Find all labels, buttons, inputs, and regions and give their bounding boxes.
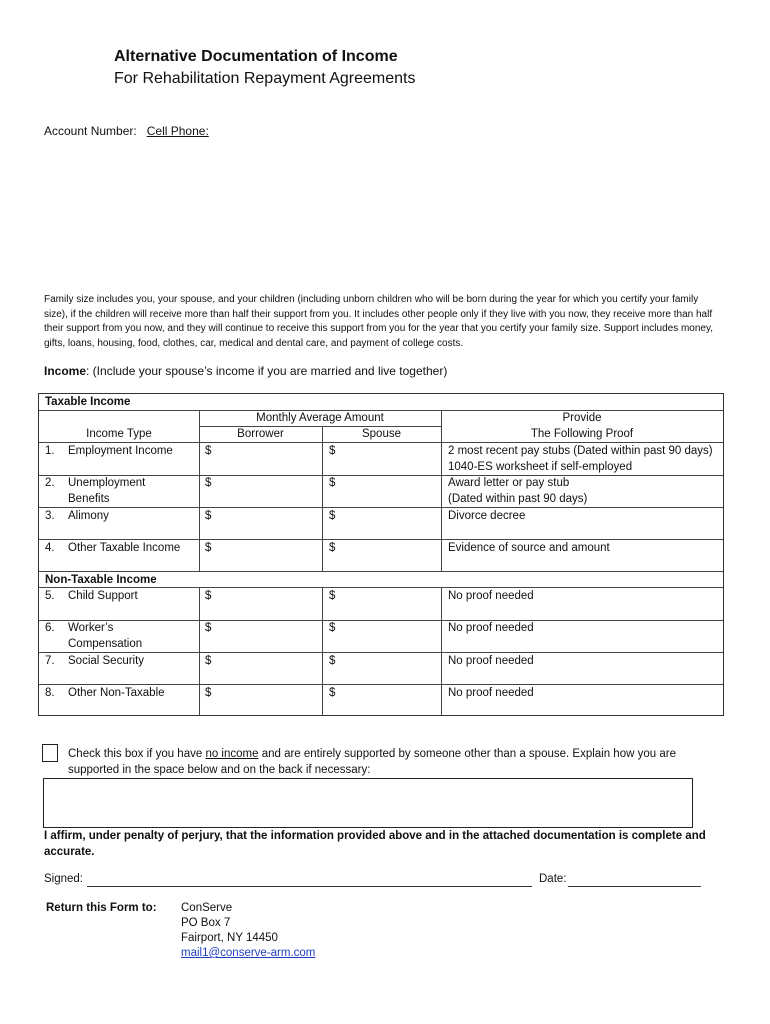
table-rule (322, 587, 323, 716)
account-line (44, 124, 209, 138)
table-rule (199, 587, 200, 716)
income-type-header: Income Type (86, 428, 152, 440)
return-address (181, 901, 315, 961)
non-taxable-income-heading: Non-Taxable Income (45, 574, 157, 586)
spouse-amount-field[interactable]: $ (329, 510, 336, 522)
income-type: Unemployment (68, 477, 146, 489)
borrower-amount-field[interactable]: $ (205, 655, 212, 667)
income-type: Other Non-Taxable (68, 687, 165, 699)
address-line: ConServe (181, 902, 233, 914)
date-label: Date: (539, 873, 567, 885)
row-number: 3. (45, 510, 55, 522)
proof-text: Evidence of source and amount (448, 542, 610, 554)
row-number: 1. (45, 445, 55, 457)
return-form-label: Return this Form to: (46, 902, 157, 914)
form-subtitle: For Rehabilitation Repayment Agreements (114, 70, 416, 87)
proof-text: Divorce decree (448, 510, 526, 522)
no-income-underlined: no income (205, 748, 259, 760)
spouse-amount-field[interactable]: $ (329, 655, 336, 667)
explanation-textbox[interactable] (43, 778, 693, 828)
proof-text: No proof needed (448, 687, 534, 699)
email-link[interactable]: mail1@conserve-arm.com (181, 947, 316, 959)
income-type: Worker’s (68, 622, 114, 634)
borrower-amount-field[interactable]: $ (205, 622, 212, 634)
borrower-amount-field[interactable]: $ (205, 687, 212, 699)
income-type: Benefits (68, 493, 110, 505)
borrower-amount-field[interactable]: $ (205, 542, 212, 554)
spouse-amount-field[interactable]: $ (329, 445, 336, 457)
proof-text: Award letter or pay stub (448, 477, 570, 489)
row-number: 6. (45, 622, 55, 634)
row-number: 5. (45, 590, 55, 602)
no-income-text-part: Check this box if you have (68, 748, 206, 760)
income-type: Social Security (68, 655, 145, 667)
income-note: : (Include your spouse’s income if you are married and live together) (86, 364, 448, 378)
affirmation-statement: I affirm, under penalty of perjury, that the information provided above and in the attached documentation is complete and accurate. (44, 830, 706, 858)
signed-label: Signed: (44, 873, 84, 885)
proof-text: No proof needed (448, 655, 534, 667)
borrower-amount-field[interactable]: $ (205, 445, 212, 457)
row-number: 7. (45, 655, 55, 667)
borrower-header: Borrower (237, 428, 284, 440)
provide-header: Provide (562, 412, 602, 424)
income-type: Employment Income (68, 445, 173, 457)
income-label: Income (44, 364, 87, 378)
account-number-label: Account Number: (44, 124, 137, 138)
table-rule (322, 426, 323, 571)
row-number: 4. (45, 542, 55, 554)
table-rule (39, 620, 723, 621)
proof-text: No proof needed (448, 622, 534, 634)
no-income-text (68, 746, 718, 778)
borrower-amount-field[interactable]: $ (205, 590, 212, 602)
income-type: Compensation (68, 638, 143, 650)
no-income-checkbox[interactable] (42, 744, 58, 762)
address-line: Fairport, NY 14450 (181, 932, 278, 944)
table-rule (39, 507, 723, 508)
proof-text: (Dated within past 90 days) (448, 493, 588, 505)
row-number: 8. (45, 687, 55, 699)
spouse-amount-field[interactable]: $ (329, 590, 336, 602)
borrower-amount-field[interactable]: $ (205, 477, 212, 489)
borrower-amount-field[interactable]: $ (205, 510, 212, 522)
signature-line[interactable] (87, 886, 532, 887)
spouse-amount-field[interactable]: $ (329, 477, 336, 489)
spouse-header: Spouse (361, 428, 401, 440)
proof-text: 2 most recent pay stubs (Dated within past 90 days) (448, 445, 713, 457)
family-size-paragraph: Family size includes you, your spouse, and your children (including unborn children who will be born during the year for which you certify your family size), if the children will receive more than half their support from you. It includes other people only if they live with you now, they receive more than half their support from you now, and they will continue to receive this support from you for the year that you certify your family size. Support includes money, gifts, loans, housing, food, clothes, car, medical and dental care, and payment of college costs. (44, 294, 714, 349)
row-number: 2. (45, 477, 55, 489)
income-type: Child Support (68, 590, 138, 602)
monthly-average-header: Monthly Average Amount (256, 412, 384, 424)
date-line[interactable] (568, 886, 701, 887)
no-income-text-part: and are entirely supported by someone other than a spouse. Explain how you are supported in the space below and on the back if necessary: (68, 748, 676, 776)
spouse-amount-field[interactable]: $ (329, 687, 336, 699)
income-table (38, 393, 724, 716)
proof-header: The Following Proof (530, 428, 634, 440)
cell-phone-label: Cell Phone: (146, 124, 209, 138)
proof-text: No proof needed (448, 590, 534, 602)
table-rule (441, 587, 442, 716)
proof-text: 1040-ES worksheet if self-employed (448, 461, 633, 473)
form-title: Alternative Documentation of Income (114, 48, 398, 65)
taxable-income-heading: Taxable Income (45, 396, 131, 408)
spouse-amount-field[interactable]: $ (329, 542, 336, 554)
spouse-amount-field[interactable]: $ (329, 622, 336, 634)
income-type: Alimony (68, 510, 109, 522)
income-instruction (44, 364, 447, 378)
address-line: PO Box 7 (181, 917, 231, 929)
income-type: Other Taxable Income (68, 542, 181, 554)
